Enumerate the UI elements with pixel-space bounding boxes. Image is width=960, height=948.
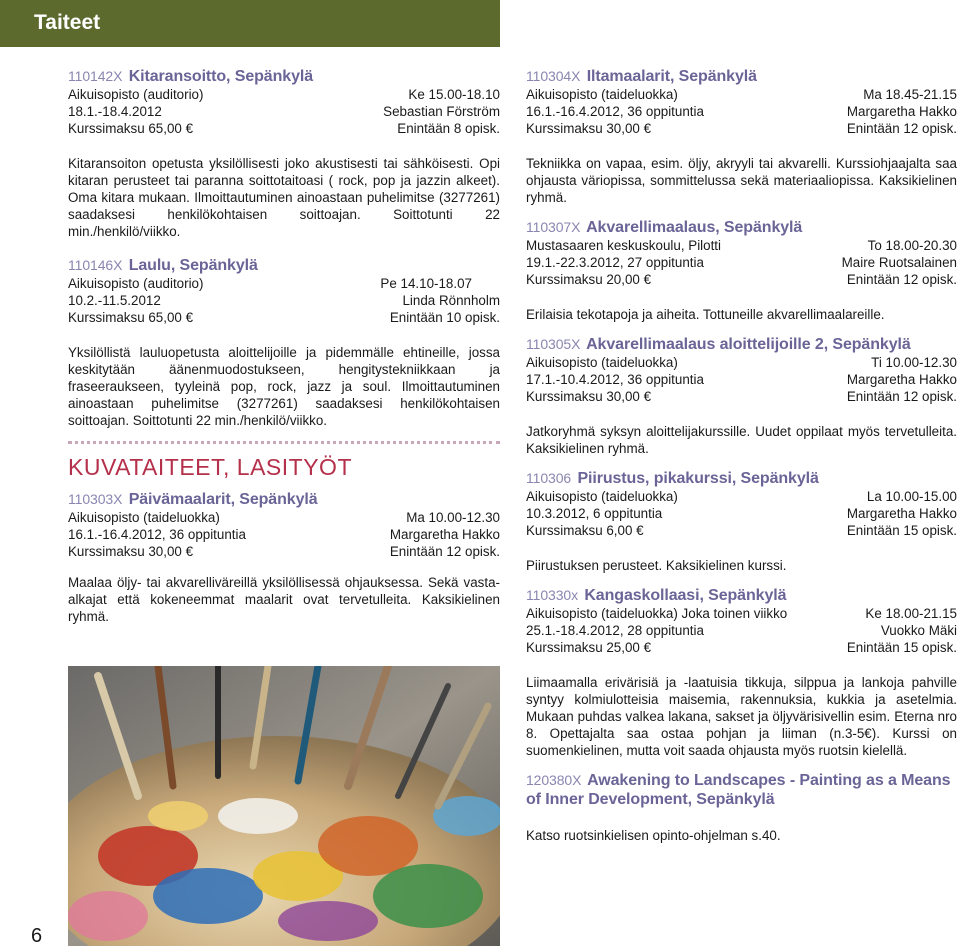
course-title (526, 67, 957, 86)
course-code: 110306 (526, 470, 572, 486)
course-time: Ma 10.00-12.30 (406, 510, 500, 525)
course-description: Erilaisia tekotapoja ja aiheita. Tottuneille akvarellimaalareille. (526, 307, 885, 322)
course-date-row (68, 292, 500, 309)
course-location: Aikuisopisto (auditorio) (68, 276, 204, 291)
course-title (526, 335, 957, 354)
course-time: Pe 14.10-18.07 (380, 276, 472, 291)
course-location: Aikuisopisto (taideluokka) Joka toinen viikko (526, 606, 788, 621)
course-time: Ke 15.00-18.10 (408, 87, 500, 102)
course-name: Piirustus, pikakurssi, Sepänkylä (577, 470, 819, 487)
course-description: Jatkoryhmä syksyn aloittelijakurssille. Uudet oppilaat myös tervetulleita. Kaksikielinen ryhmä. (526, 424, 957, 456)
course-fee-row (526, 388, 957, 405)
course-location-row (526, 237, 957, 254)
course-capacity: Enintään 15 opisk. (846, 640, 957, 655)
course-time: La 10.00-15.00 (866, 489, 957, 504)
course-time: Ti 10.00-12.30 (871, 355, 957, 370)
course-dates: 19.1.-22.3.2012, 27 oppituntia (526, 255, 704, 270)
course-name: Päivämaalarit, Sepänkylä (128, 491, 318, 508)
course-time: To 18.00-20.30 (867, 238, 957, 253)
course-title (68, 490, 500, 509)
course-fee-row (526, 639, 957, 656)
course-title (526, 469, 957, 488)
course-fee: Kurssimaksu 30,00 € (526, 389, 652, 404)
course-title (68, 256, 500, 275)
course-time: Ke 18.00-21.15 (865, 606, 957, 621)
course-code: 110305X (526, 336, 581, 352)
course-fee: Kurssimaksu 20,00 € (526, 272, 652, 287)
course-teacher: Sebastian Förström (383, 104, 500, 119)
course-description: Maalaa öljy- tai akvarelliväreillä yksilöllisessä ohjauksessa. Sekä vasta-alkajat että kokeneemmat maalarit ovat tervetulleita. Kaksikielinen ryhmä. (68, 575, 500, 624)
course-location-row (526, 488, 957, 505)
course-code: 110142X (68, 68, 123, 84)
course-fee: Kurssimaksu 25,00 € (526, 640, 652, 655)
course-code: 110146X (68, 257, 123, 273)
course-dates: 10.2.-11.5.2012 (68, 293, 161, 308)
course-dates: 25.1.-18.4.2012, 28 oppituntia (526, 623, 704, 638)
course-location-row (68, 275, 500, 292)
course-location-row (68, 509, 500, 526)
course-code: 110330x (526, 587, 578, 603)
right-column (526, 67, 957, 856)
course-title (526, 771, 957, 809)
course-title (68, 67, 500, 86)
course-fee: Kurssimaksu 6,00 € (526, 523, 644, 538)
palette-photo (68, 666, 500, 946)
course-location: Aikuisopisto (taideluokka) (68, 510, 220, 525)
course-location: Mustasaaren keskuskoulu, Pilotti (526, 238, 722, 253)
course-fee: Kurssimaksu 65,00 € (68, 310, 194, 325)
course-description: Yksilöllistä lauluopetusta aloittelijoille ja pidemmälle ehtineille, jossa keskitytään äänenmuodostukseen, hengitystekniikkaan ja fraseeraukseen, tyyleinä pop, rock, jazz ja soul. Ilmoittautuminen ainoastaan puhelimitse (3277261) saadaksesi henkilökohtaisen soittoajan. Soittotunti 22 min./henkilö/viikko. (68, 345, 500, 428)
course-fee-row (68, 309, 500, 326)
course-akvarelli-aloittelijoille (526, 335, 957, 405)
course-fee: Kurssimaksu 30,00 € (526, 121, 652, 136)
course-fee-row (526, 120, 957, 137)
course-title (526, 218, 957, 237)
page-number: 6 (31, 925, 43, 947)
section-title: KUVATAITEET, LASITYÖT (68, 454, 352, 480)
course-dates: 16.1.-16.4.2012, 36 oppituntia (526, 104, 704, 119)
course-fee-row (68, 543, 500, 560)
course-code: 110304X (526, 68, 581, 84)
course-time: Ma 18.45-21.15 (863, 87, 957, 102)
course-teacher: Margaretha Hakko (389, 527, 500, 542)
course-location-row (526, 86, 957, 103)
course-code: 120380X (526, 772, 582, 788)
course-dates: 10.3.2012, 6 oppituntia (526, 506, 663, 521)
course-teacher: Margaretha Hakko (846, 506, 957, 521)
course-title (526, 586, 957, 605)
course-location-row (526, 354, 957, 371)
course-fee: Kurssimaksu 65,00 € (68, 121, 194, 136)
course-piirustus (526, 469, 957, 539)
course-kitaransoitto (68, 67, 500, 137)
course-location: Aikuisopisto (taideluokka) (526, 489, 678, 504)
course-date-row (526, 371, 957, 388)
course-date-row (526, 505, 957, 522)
course-capacity: Enintään 10 opisk. (389, 310, 500, 325)
course-fee: Kurssimaksu 30,00 € (68, 544, 194, 559)
course-description: Liimaamalla erivärisiä ja -laatuisia tikkuja, silppua ja lankoja pahville syntyy kolmiulotteisia maisemia, rakennuksia, kukkia ja asetelmia. Mukaan puhdas valkea lakana, sakset ja öljyvärisivellin esim. Eterna nro 8. Opettajalta saa ostaa pohjan ja liiman (n.3-5€). Kurssi on suomenkielinen, mutta voit saada ohjausta myös ruotsin kielellä. (526, 675, 957, 758)
course-date-row (68, 526, 500, 543)
course-capacity: Enintään 12 opisk. (846, 272, 957, 287)
left-column (68, 67, 500, 637)
course-name: Awakening to Landscapes - Painting as a Means of Inner Development, Sepänkylä (526, 772, 951, 808)
course-fee-row (526, 522, 957, 539)
course-name: Laulu, Sepänkylä (128, 257, 258, 274)
page-header-bar (0, 0, 500, 47)
course-capacity: Enintään 15 opisk. (846, 523, 957, 538)
course-date-row (68, 103, 500, 120)
course-teacher: Margaretha Hakko (846, 372, 957, 387)
course-date-row (526, 103, 957, 120)
course-location-row (68, 86, 500, 103)
course-name: Iltamaalarit, Sepänkylä (586, 68, 757, 85)
course-fee-row (68, 120, 500, 137)
course-capacity: Enintään 12 opisk. (846, 389, 957, 404)
course-description: Kitaransoiton opetusta yksilöllisesti joko akustisesti tai sähköisesti. Opi kitaran perusteet tai paranna soittotaitoasi ( rock, pop ja jazzin alkeet). Oma kitara mukaan. Ilmoittautuminen ainoastaan puhelimitse (3277261) saadaksesi henkilökohtaisen soittoajan. Soittotunti 22 min./henkilö/viikko. (68, 156, 500, 239)
course-awakening (526, 771, 957, 809)
course-name: Akvarellimaalaus aloittelijoille 2, Sepänkylä (586, 336, 911, 353)
course-teacher: Margaretha Hakko (846, 104, 957, 119)
course-laulu (68, 256, 500, 326)
course-capacity: Enintään 12 opisk. (846, 121, 957, 136)
course-location-row (526, 605, 957, 622)
palette-photo-image (68, 666, 500, 946)
course-dates: 16.1.-16.4.2012, 36 oppituntia (68, 527, 246, 542)
course-description: Piirustuksen perusteet. Kaksikielinen kurssi. (526, 558, 787, 573)
course-location: Aikuisopisto (taideluokka) (526, 87, 678, 102)
page-header-title: Taiteet (34, 11, 101, 34)
course-code: 110303X (68, 491, 123, 507)
course-date-row (526, 254, 957, 271)
course-capacity: Enintään 12 opisk. (389, 544, 500, 559)
section-divider (68, 441, 500, 444)
course-date-row (526, 622, 957, 639)
course-code: 110307X (526, 219, 581, 235)
course-iltamaalarit (526, 67, 957, 137)
course-fee-row (526, 271, 957, 288)
course-paivamaalarit (68, 490, 500, 560)
course-name: Kitaransoitto, Sepänkylä (128, 68, 314, 85)
course-teacher: Maire Ruotsalainen (841, 255, 957, 270)
course-teacher: Vuokko Mäki (880, 623, 957, 638)
course-dates: 18.1.-18.4.2012 (68, 104, 162, 119)
course-akvarellimaalaus (526, 218, 957, 288)
course-dates: 17.1.-10.4.2012, 36 oppituntia (526, 372, 704, 387)
course-name: Akvarellimaalaus, Sepänkylä (586, 219, 803, 236)
course-kangaskollaasi (526, 586, 957, 656)
course-description: Tekniikka on vapaa, esim. öljy, akryyli tai akvarelli. Kurssiohjaajalta saa ohjausta väriopissa, sommittelussa sekä materiaaliopissa. Kaksikielinen ryhmä. (526, 156, 957, 205)
course-location: Aikuisopisto (taideluokka) (526, 355, 678, 370)
course-name: Kangaskollaasi, Sepänkylä (584, 587, 787, 604)
course-teacher: Linda Rönnholm (402, 293, 500, 308)
course-description: Katso ruotsinkielisen opinto-ohjelman s.40. (526, 828, 781, 843)
course-location: Aikuisopisto (auditorio) (68, 87, 204, 102)
course-capacity: Enintään 8 opisk. (397, 121, 500, 136)
